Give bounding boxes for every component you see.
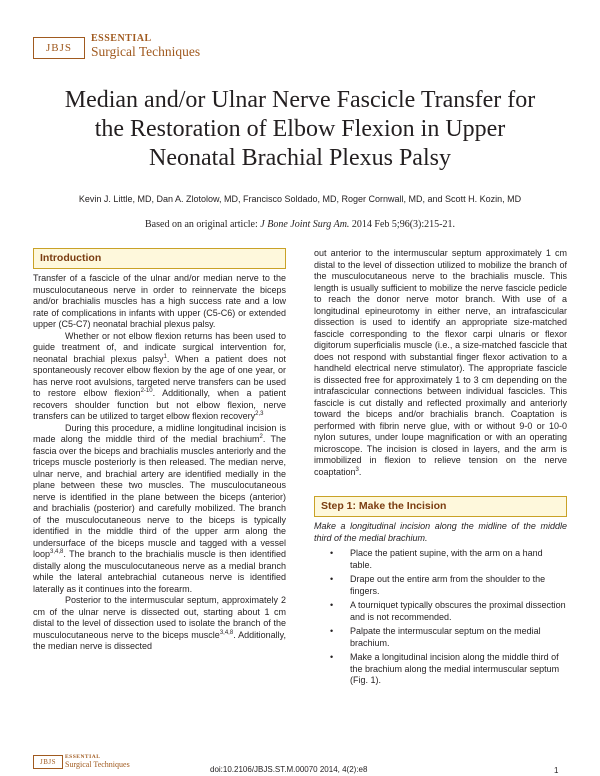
based-on-journal: J Bone Joint Surg Am.	[260, 219, 350, 230]
jbjs-logo-box: JBJS	[33, 37, 85, 59]
based-on-reference: 2014 Feb 5;96(3):215-21.	[349, 219, 455, 230]
list-item: • Place the patient supine, with the arm on a hand table.	[344, 548, 567, 571]
list-item: • Make a longitudinal incision along the middle third of the brachium along the medial intermuscular septum (Fig. 1).	[344, 652, 567, 687]
author-list: Kevin J. Little, MD, Dan A. Zlotolow, MD, Francisco Soldado, MD, Roger Cornwall, MD, and Scott H. Kozin, MD	[78, 194, 522, 204]
list-item: • Drape out the entire arm from the shoulder to the fingers.	[344, 574, 567, 597]
step-1-bullet-list	[314, 548, 567, 687]
article-title	[0, 86, 600, 173]
title-line-1: Median and/or Ulnar Nerve Fascicle Transfer for	[64, 87, 536, 113]
introduction-heading: Introduction	[33, 248, 286, 269]
intro-paragraph-5: out anterior to the intermuscular septum approximately 1 cm distal to the level of dissection utilized to mobilize the branch of the musculocutaneous nerve to the brachialis muscle. This length is usually sufficient to mobilize the nerve fascicle pedicle to reach the donor nerve motor branch. With use of a longitudinal epineurotomy in either nerve, an intrafascicular dissection is used to identify an appropriate size-matched fascicle corresponding to the flexor carpi ulnaris or flexor digitorum superficialis muscle (i.e., a size-matched fascicle that does not respond with substantial finger flexor activation to a handheld electrical nerve stimulator). The appropriate fascicle is dissected free for approximately 1 to 3 cm depending on the intrafascicular connections between individual fascicles. This fascicle is cut distally and reflected proximally and anteriorly toward the biceps and/or brachialis branch. Coaptation is performed with fibrin nerve glue, with or without 9-0 or 10-0 nylon sutures, under loupe magnification or with an operating microscope. The incision is closed in layers, and the arm is immobilized in flexion to relieve tension on the nerve coaptation$^3$.	[314, 248, 567, 477]
logo-surgical-techniques: Surgical Techniques	[91, 44, 201, 59]
intro-paragraph-2: Whether or not elbow flexion returns has been used to guide treatment of, and indicate surgical intervention for, neonatal brachial plexus palsy$^1$. When a patient does not spontaneously recover elbow flexion by the age of one year, or has nerve root avulsions, targeted nerve transfers can be used to restore elbow flexion$^{2-10}$. Additionally, when a patient recovers shoulder function but not elbow flexion, nerve transfers can be utilized to target elbow flexion recovery$^{2,3}$	[33, 330, 286, 421]
left-column	[33, 248, 286, 653]
logo-essential: ESSENTIAL	[91, 33, 152, 44]
intro-paragraph-3: During this procedure, a midline longitudinal incision is made along the middle third of the medial brachium$^2$. The fascia over the biceps and brachialis muscles anteriorly and the triceps muscle posteriorly is then released. The median nerve, ulnar nerve, and brachial artery are identified medially in the plane between these two muscles. The musculocutaneous nerve is identified in the plane between the biceps (anterior) and brachialis (posterior) and carefully mobilized. The branch of the musculocutaneous nerve to the biceps is typically identified in the middle third of the upper arm along the undersurface of the biceps muscle and tagged with a vessel loop$^{3,4,8}$. The branch to the brachialis muscle is then identified distally along the musculocutaneous nerve as a medial branch while the lateral antebrachial cutaneous nerve is identified laterally as it continues into the forearm.	[33, 422, 286, 594]
footer-jbjs-logo-box: JBJS	[33, 755, 63, 769]
list-item: • A tourniquet typically obscures the proximal dissection and is not recommended.	[344, 600, 567, 623]
intro-paragraph-1: Transfer of a fascicle of the ulnar and/or median nerve to the musculocutaneous nerve in order to reinnervate the biceps and/or brachialis muscles has a high success rate and a low rate of complications in infants with upper (C5-C6) or extended upper (C5-C7) neonatal brachial plexus palsy.	[33, 273, 286, 329]
based-on-prefix: Based on an original article:	[145, 219, 261, 230]
footer-logo-essential: ESSENTIAL	[65, 754, 101, 760]
footer-logo-surgical-techniques: Surgical Techniques	[65, 760, 130, 769]
title-line-2: the Restoration of Elbow Flexion in Upper	[94, 116, 506, 142]
right-column	[314, 248, 567, 690]
page-number: 1	[554, 766, 559, 775]
step-1-description: Make a longitudinal incision along the midline of the middle third of the medial brachium.	[314, 521, 567, 543]
list-item: • Palpate the intermuscular septum on the medial brachium.	[344, 626, 567, 649]
based-on-citation	[0, 219, 600, 230]
doi-citation: doi:10.2106/JBJS.ST.M.00070 2014, 4(2):e8	[210, 765, 368, 774]
intro-paragraph-4: Posterior to the intermuscular septum, approximately 2 cm of the ulnar nerve is dissected out, starting about 1 cm distal to the level of dissection used to isolate the branch of the musculocutaneous nerve to the biceps muscle$^{3,4,8}$. Additionally, the median nerve is dissected	[33, 595, 286, 651]
step-1-heading: Step 1: Make the Incision	[314, 496, 567, 517]
title-line-3: Neonatal Brachial Plexus Palsy	[149, 145, 451, 171]
